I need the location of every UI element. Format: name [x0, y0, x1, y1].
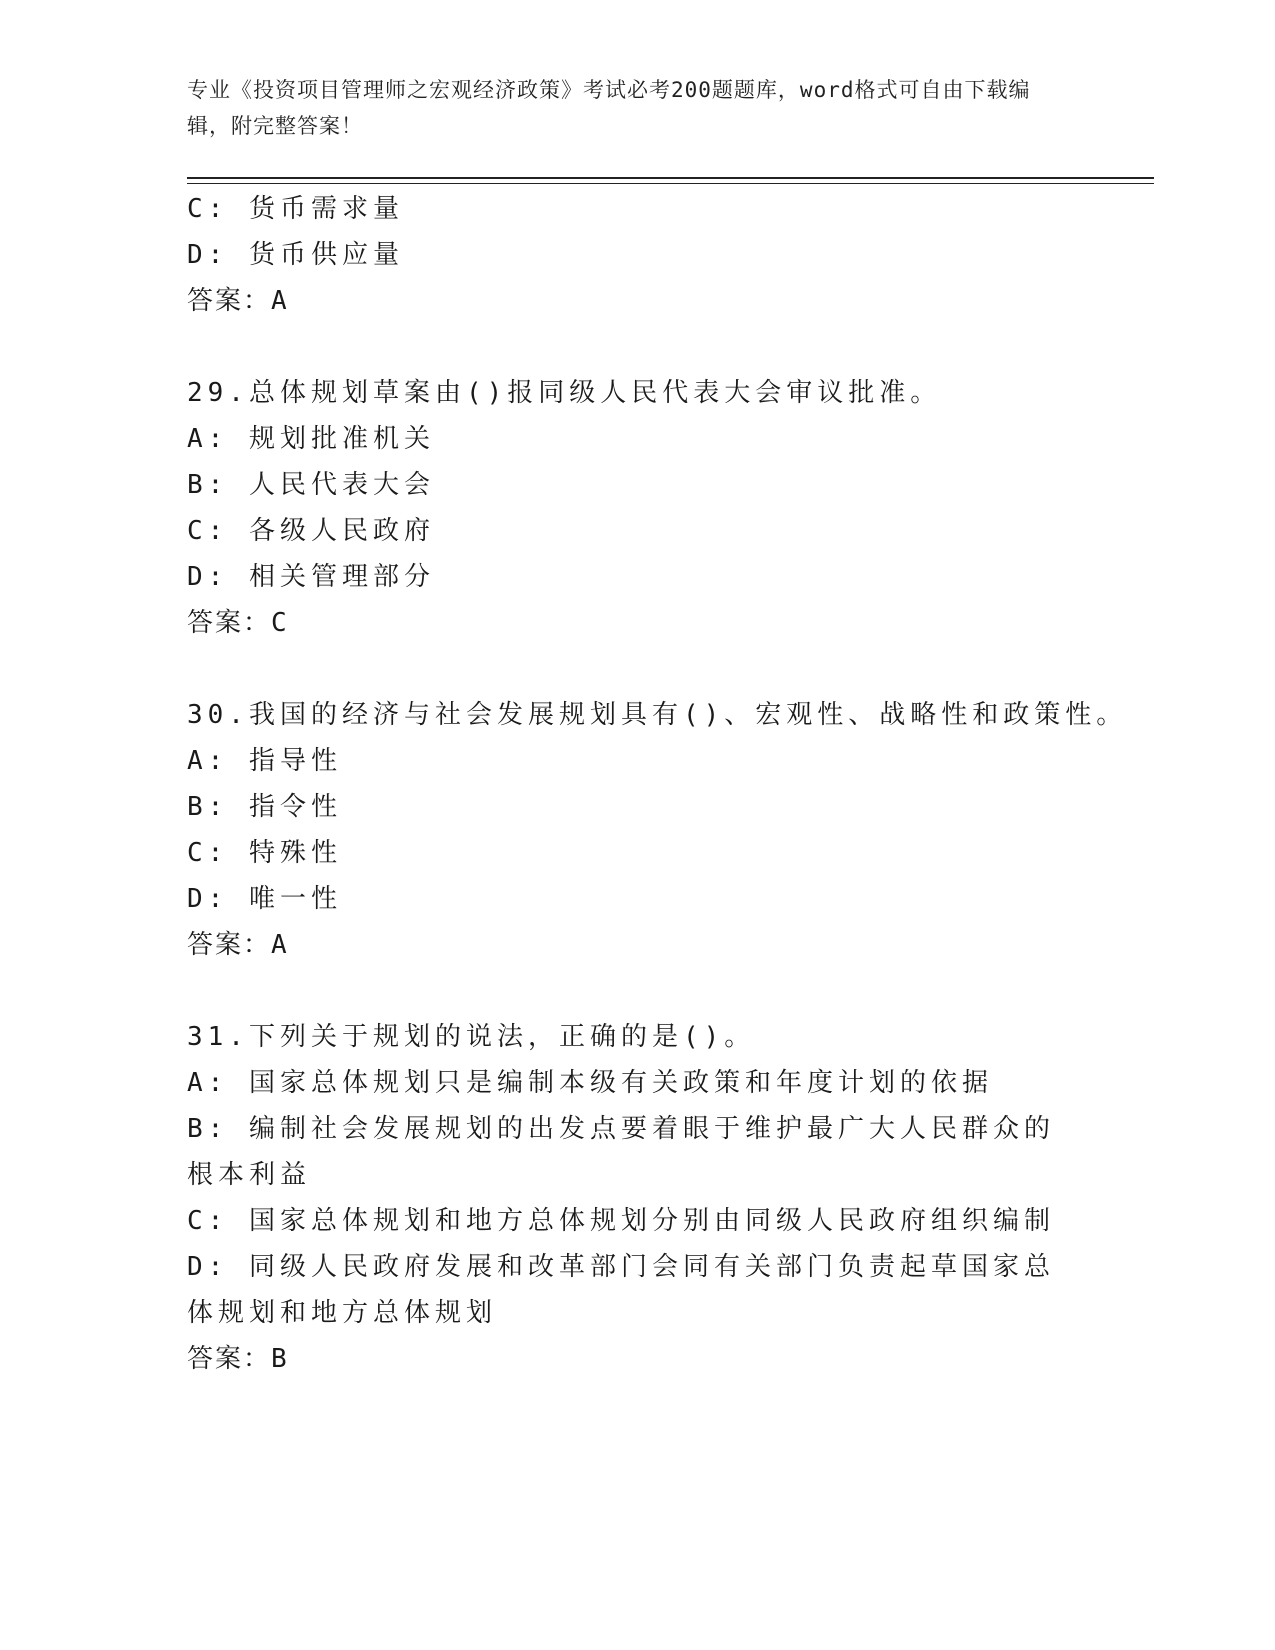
answer-value: B — [271, 1344, 289, 1374]
answer-line — [187, 600, 1087, 646]
answer-label: 答案： — [187, 286, 272, 316]
answer-line — [187, 922, 1087, 968]
option-b: B: 人民代表大会 — [187, 470, 435, 500]
answer-label: 答案： — [187, 1344, 272, 1374]
option-b: B: 指令性 — [187, 792, 342, 822]
answer-value: C — [271, 608, 289, 638]
option-d: D: 相关管理部分 — [187, 562, 435, 592]
spacer — [187, 968, 1087, 1014]
document-header — [187, 72, 1067, 144]
spacer — [187, 324, 1087, 370]
option-b: B: 编制社会发展规划的出发点要着眼于维护最广大人民群众的根本利益 — [187, 1114, 1055, 1190]
answer-label: 答案： — [187, 608, 272, 638]
option-c: C: 货币需求量 — [187, 194, 404, 224]
question-28-continued — [187, 186, 1087, 324]
question-31 — [187, 1014, 1087, 1382]
option-c: C: 各级人民政府 — [187, 516, 435, 546]
option-a: A: 规划批准机关 — [187, 424, 435, 454]
answer-line — [187, 1336, 1087, 1382]
question-list — [187, 186, 1128, 1382]
question-30 — [187, 692, 1128, 968]
question-stem: 31.下列关于规划的说法，正确的是()。 — [187, 1022, 756, 1052]
header-text: 专业《投资项目管理师之宏观经济政策》考试必考200题题库，word格式可自由下载编辑，附完整答案！ — [187, 78, 1031, 138]
option-d: D: 货币供应量 — [187, 240, 404, 270]
option-d: D: 唯一性 — [187, 884, 342, 914]
option-c: C: 国家总体规划和地方总体规划分别由同级人民政府组织编制 — [187, 1206, 1055, 1236]
option-c: C: 特殊性 — [187, 838, 342, 868]
answer-value: A — [271, 930, 289, 960]
answer-line — [187, 278, 1087, 324]
option-d: D: 同级人民政府发展和改革部门会同有关部门负责起草国家总体规划和地方总体规划 — [187, 1252, 1055, 1328]
option-a: A: 国家总体规划只是编制本级有关政策和年度计划的依据 — [187, 1068, 993, 1098]
answer-label: 答案： — [187, 930, 272, 960]
question-stem: 30.我国的经济与社会发展规划具有()、宏观性、战略性和政策性。 — [187, 700, 1128, 730]
spacer — [187, 646, 1087, 692]
answer-value: A — [271, 286, 289, 316]
question-stem: 29.总体规划草案由()报同级人民代表大会审议批准。 — [187, 378, 942, 408]
option-a: A: 指导性 — [187, 746, 342, 776]
header-rule-thin — [187, 183, 1154, 184]
header-rule-thick — [187, 177, 1154, 179]
question-29 — [187, 370, 1087, 646]
